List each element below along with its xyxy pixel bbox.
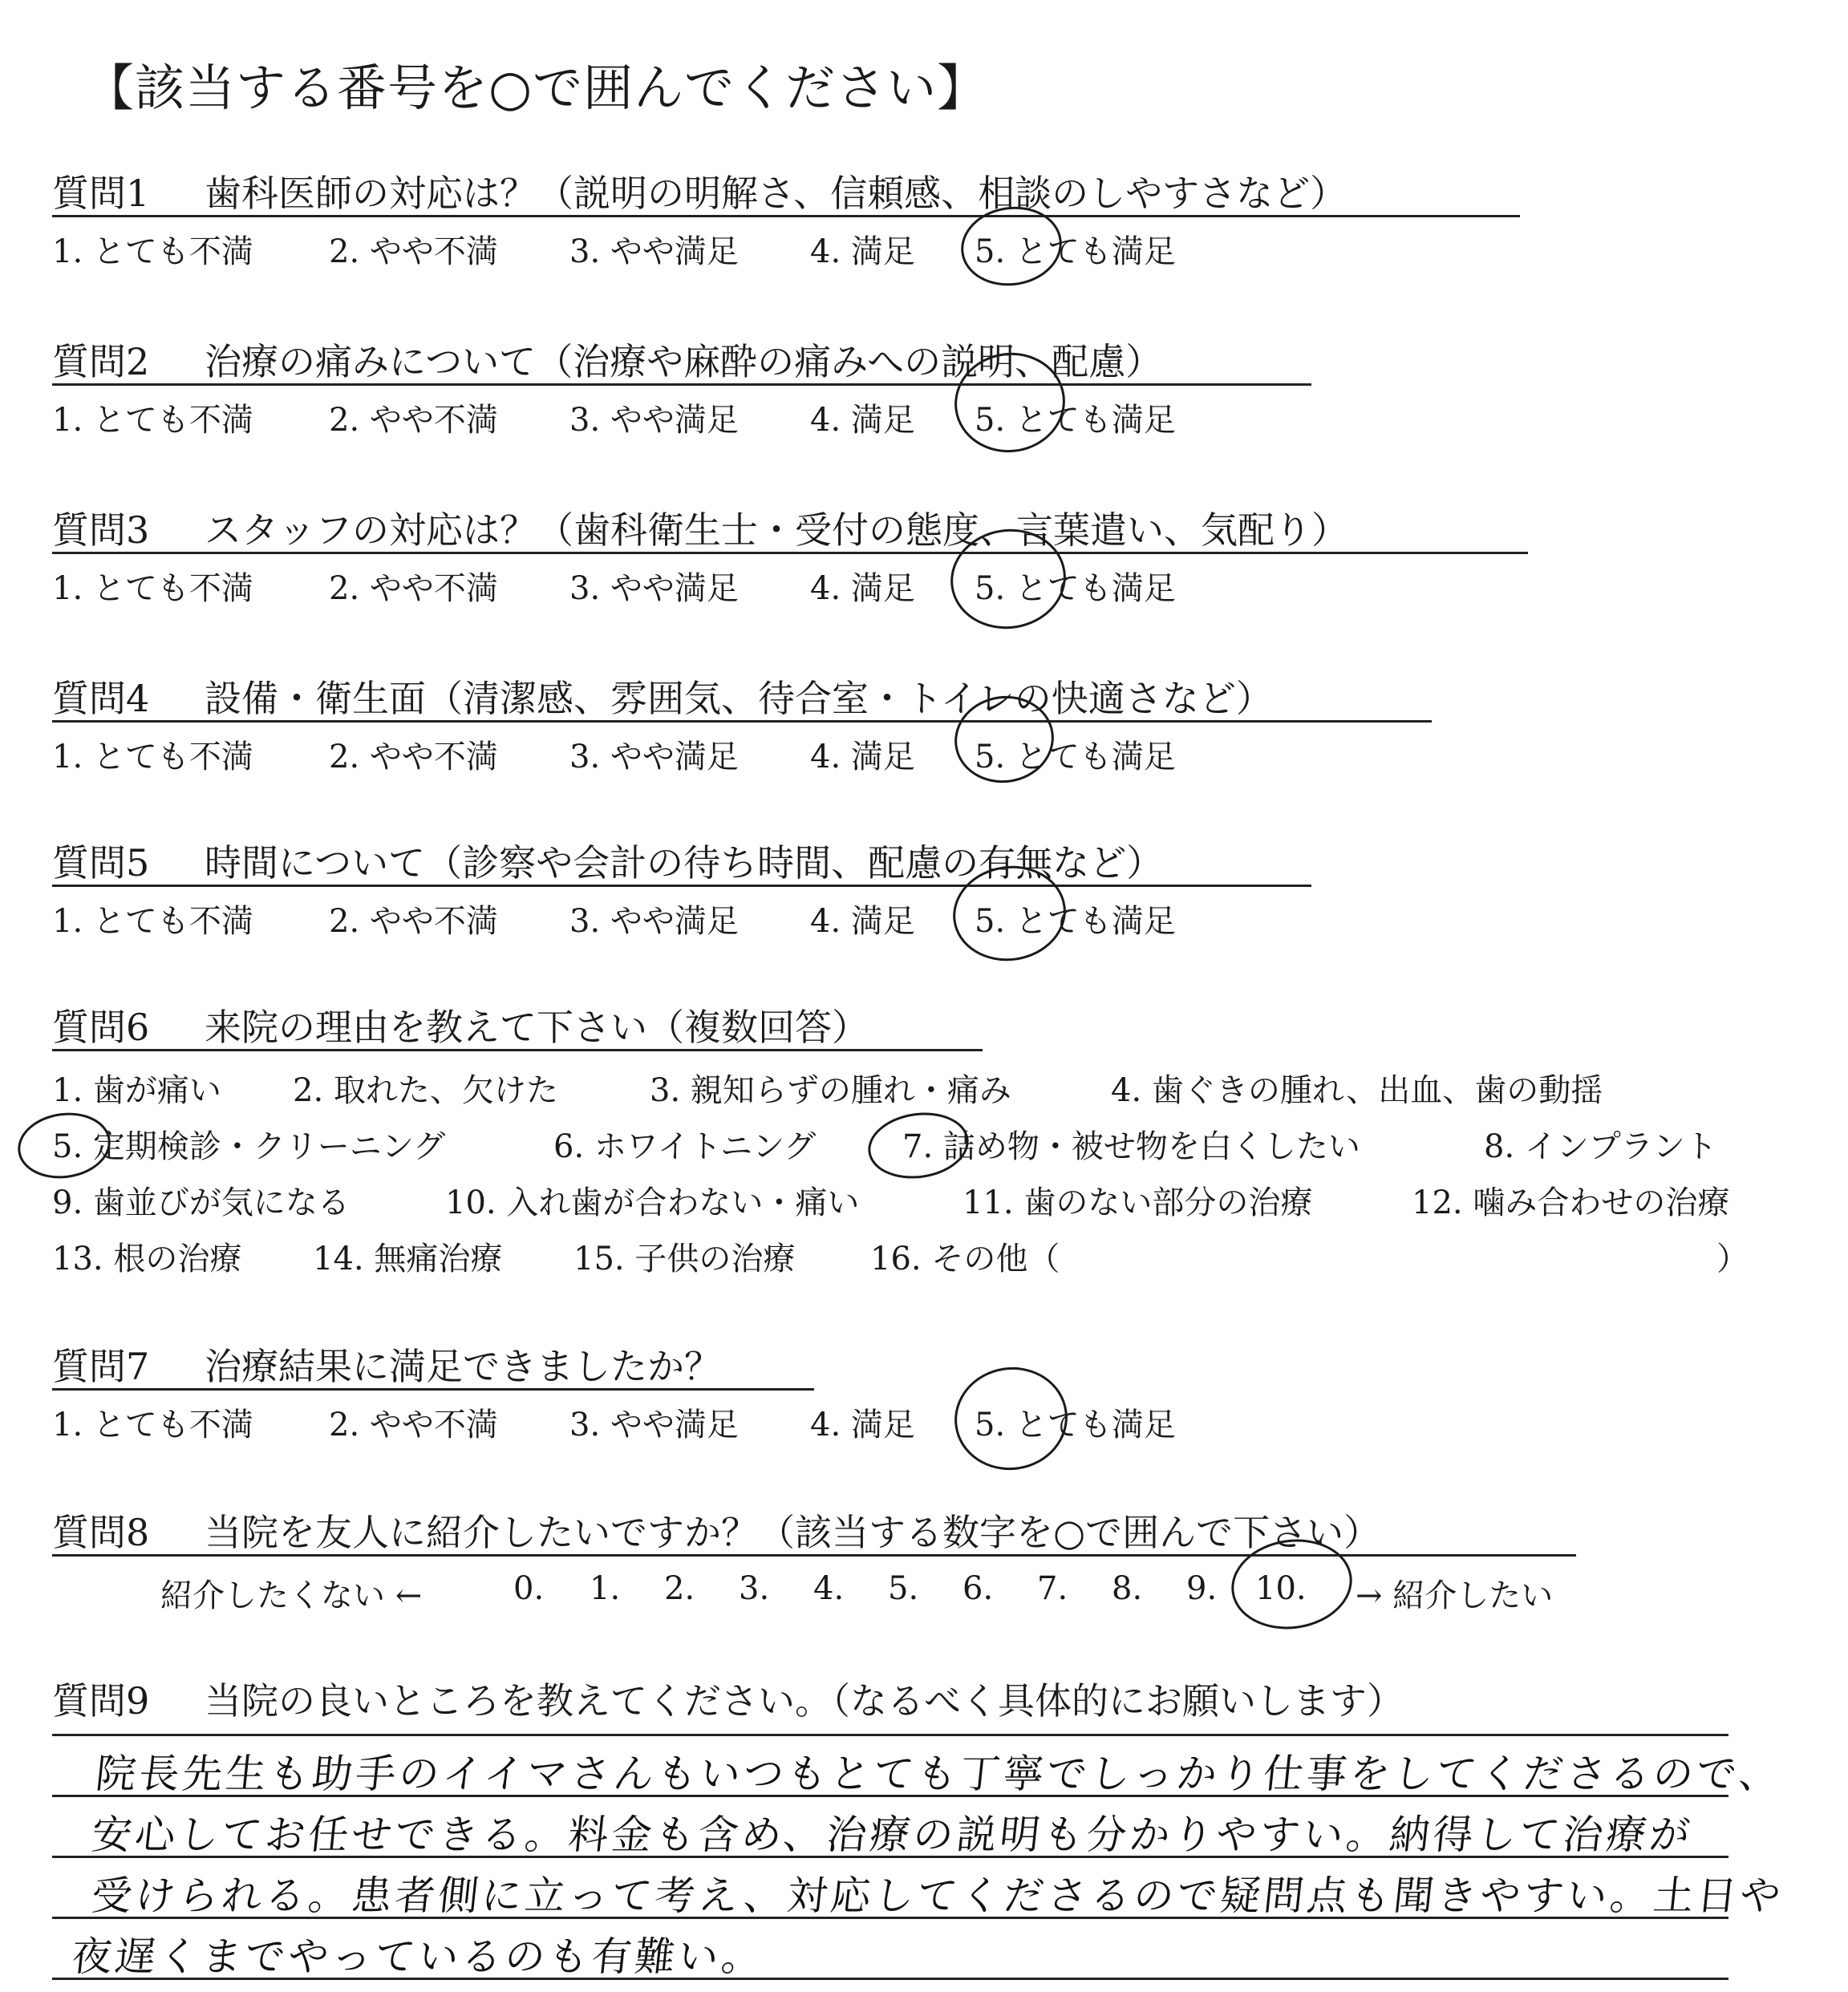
- question-3-text: スタッフの対応は？（歯科衛生士・受付の態度、言葉遣い、気配り）: [205, 508, 1348, 552]
- handwritten-answer-line-4: 夜遅くまでやっているのも有難い。: [69, 1933, 768, 1980]
- question-5-rule: [52, 885, 1311, 887]
- q6-option-13[interactable]: 13. 根の治療: [52, 1241, 242, 1277]
- question-2-text: 治療の痛みについて（治療や麻酔の痛みへの説明、配慮）: [205, 340, 1163, 383]
- q4-option-4[interactable]: 4. 満足: [810, 739, 915, 775]
- question-7-heading: [52, 1338, 721, 1391]
- question-3-heading: [52, 501, 1348, 554]
- q1-option-2[interactable]: 2. やや不満: [329, 233, 498, 270]
- q3-option-3[interactable]: 3. やや満足: [569, 570, 739, 607]
- q6-option-5[interactable]: 5. 定期検診・クリーニング: [52, 1128, 446, 1165]
- q8-num-3[interactable]: 3.: [739, 1570, 770, 1607]
- q3-option-1[interactable]: 1. とても不満: [52, 570, 253, 607]
- question-2-rule: [52, 383, 1311, 386]
- q5-option-5[interactable]: 5. とても満足: [975, 903, 1176, 940]
- q6-option-5-circle: [14, 1107, 115, 1184]
- question-4-label: 質問4: [52, 677, 150, 720]
- q8-scale-right-label: → 紹介したい: [1356, 1577, 1554, 1614]
- q1-option-3[interactable]: 3. やや満足: [569, 233, 739, 270]
- q6-option-9[interactable]: 9. 歯並びが気になる: [52, 1184, 350, 1221]
- question-7-label: 質問7: [52, 1345, 150, 1388]
- q6-option-2[interactable]: 2. 取れた、欠けた: [293, 1072, 558, 1109]
- q6-option-14[interactable]: 14. 無痛治療: [313, 1241, 503, 1277]
- q8-num-7[interactable]: 7.: [1037, 1570, 1068, 1607]
- question-1-label: 質問1: [52, 172, 150, 215]
- q7-option-2[interactable]: 2. やや不満: [329, 1407, 498, 1443]
- question-7-text: 治療結果に満足できましたか？: [205, 1345, 721, 1388]
- question-5-label: 質問5: [52, 841, 150, 885]
- q1-option-5[interactable]: 5. とても満足: [975, 233, 1176, 270]
- handwritten-answer-line-1: 院長先生も助手のイイマさんもいつもとても丁寧でしっかり仕事をしてくださるので、: [93, 1751, 1785, 1797]
- q7-option-3[interactable]: 3. やや満足: [569, 1407, 739, 1443]
- q6-option-7[interactable]: 7. 詰め物・被せ物を白くしたい: [902, 1128, 1360, 1165]
- q6-option-12[interactable]: 12. 噛み合わせの治療: [1412, 1184, 1730, 1221]
- q4-option-2[interactable]: 2. やや不満: [329, 739, 498, 775]
- question-5-text: 時間について（診察や会計の待ち時間、配慮の有無など）: [205, 841, 1164, 885]
- handwritten-answer-line-2: 安心してお任せできる。料金も含め、治療の説明も分かりやすい。納得して治療が: [89, 1812, 1696, 1858]
- question-6-text: 来院の理由を教えて下さい（複数回答）: [205, 1006, 869, 1049]
- question-1-heading: [52, 164, 1347, 217]
- question-6-heading: [52, 998, 869, 1051]
- q7-selection-circle: [948, 1360, 1074, 1477]
- question-9-heading: [52, 1672, 1404, 1725]
- q7-option-5[interactable]: 5. とても満足: [975, 1407, 1176, 1443]
- q5-option-1[interactable]: 1. とても不満: [52, 903, 253, 940]
- q6-option-10[interactable]: 10. 入れ歯が合わない・痛い: [445, 1184, 860, 1221]
- question-1-text: 歯科医師の対応は？（説明の明解さ、信頼感、相談のしやすさなど）: [205, 172, 1348, 215]
- q1-option-4[interactable]: 4. 満足: [810, 233, 915, 270]
- question-4-text: 設備・衛生面（清潔感、雰囲気、待合室・トイレの快適さなど）: [205, 677, 1273, 720]
- question-1-rule: [52, 215, 1520, 217]
- q2-option-1[interactable]: 1. とても不満: [52, 402, 253, 439]
- q4-option-5[interactable]: 5. とても満足: [975, 739, 1176, 775]
- q8-num-4[interactable]: 4.: [813, 1570, 845, 1607]
- q7-option-4[interactable]: 4. 満足: [810, 1407, 915, 1443]
- q3-option-5[interactable]: 5. とても満足: [975, 570, 1176, 607]
- q5-option-3[interactable]: 3. やや満足: [569, 903, 739, 940]
- q6-option-11[interactable]: 11. 歯のない部分の治療: [962, 1184, 1313, 1221]
- q8-num-0[interactable]: 0.: [513, 1570, 545, 1607]
- q3-option-4[interactable]: 4. 満足: [810, 570, 915, 607]
- q3-option-2[interactable]: 2. やや不満: [329, 570, 498, 607]
- q7-option-1[interactable]: 1. とても不満: [52, 1407, 253, 1443]
- q8-num-10[interactable]: 10.: [1255, 1570, 1307, 1607]
- q6-other-close-paren: ）: [1716, 1241, 1749, 1277]
- q6-option-16[interactable]: 16. その他（: [870, 1241, 1060, 1277]
- question-9-text: 当院の良いところを教えてください。（なるべく具体的にお願いします）: [205, 1679, 1404, 1723]
- q6-option-8[interactable]: 8. インプラント: [1484, 1128, 1717, 1165]
- question-2-label: 質問2: [52, 340, 150, 383]
- q1-option-1[interactable]: 1. とても不満: [52, 233, 253, 270]
- question-6-rule: [52, 1049, 983, 1051]
- q8-num-8[interactable]: 8.: [1112, 1570, 1143, 1607]
- q6-option-1[interactable]: 1. 歯が痛い: [52, 1072, 221, 1109]
- question-3-rule: [52, 552, 1528, 554]
- q2-option-2[interactable]: 2. やや不満: [329, 402, 498, 439]
- question-8-rule: [52, 1554, 1576, 1557]
- q8-num-1[interactable]: 1.: [590, 1570, 621, 1607]
- q8-num-9[interactable]: 9.: [1186, 1570, 1218, 1607]
- q2-option-3[interactable]: 3. やや満足: [569, 402, 739, 439]
- q8-num-5[interactable]: 5.: [888, 1570, 919, 1607]
- q5-option-4[interactable]: 4. 満足: [810, 903, 915, 940]
- question-8-heading: [52, 1504, 1380, 1557]
- answer-line: [52, 1734, 1728, 1736]
- question-4-rule: [52, 720, 1432, 723]
- page-title: 【該当する番号を○で囲んでください】: [84, 59, 988, 117]
- q6-option-7-circle: [864, 1107, 973, 1185]
- question-8-label: 質問8: [52, 1511, 150, 1554]
- question-9-label: 質問9: [52, 1679, 150, 1723]
- q8-scale-left-label: 紹介したくない ←: [160, 1577, 423, 1614]
- q6-option-6[interactable]: 6. ホワイトニング: [553, 1128, 817, 1165]
- q4-option-3[interactable]: 3. やや満足: [569, 739, 739, 775]
- question-3-label: 質問3: [52, 508, 150, 552]
- q2-option-4[interactable]: 4. 満足: [810, 402, 915, 439]
- q6-option-3[interactable]: 3. 親知らずの腫れ・痛み: [650, 1072, 1011, 1109]
- question-6-label: 質問6: [52, 1006, 150, 1049]
- q6-option-4[interactable]: 4. 歯ぐきの腫れ、出血、歯の動揺: [1111, 1072, 1603, 1109]
- question-7-rule: [52, 1388, 814, 1391]
- question-4-heading: [52, 670, 1273, 723]
- q6-option-15[interactable]: 15. 子供の治療: [573, 1241, 796, 1277]
- q2-option-5[interactable]: 5. とても満足: [975, 402, 1176, 439]
- q8-num-6[interactable]: 6.: [962, 1570, 994, 1607]
- q4-option-1[interactable]: 1. とても不満: [52, 739, 253, 775]
- handwritten-answer-line-3: 受けられる。患者側に立って考え、対応してくださるので疑問点も聞きやすい。土日や: [89, 1873, 1786, 1919]
- question-8-text: 当院を友人に紹介したいですか？（該当する数字を○で囲んで下さい）: [205, 1511, 1381, 1554]
- q8-num-2[interactable]: 2.: [664, 1570, 695, 1607]
- q5-option-2[interactable]: 2. やや不満: [329, 903, 498, 940]
